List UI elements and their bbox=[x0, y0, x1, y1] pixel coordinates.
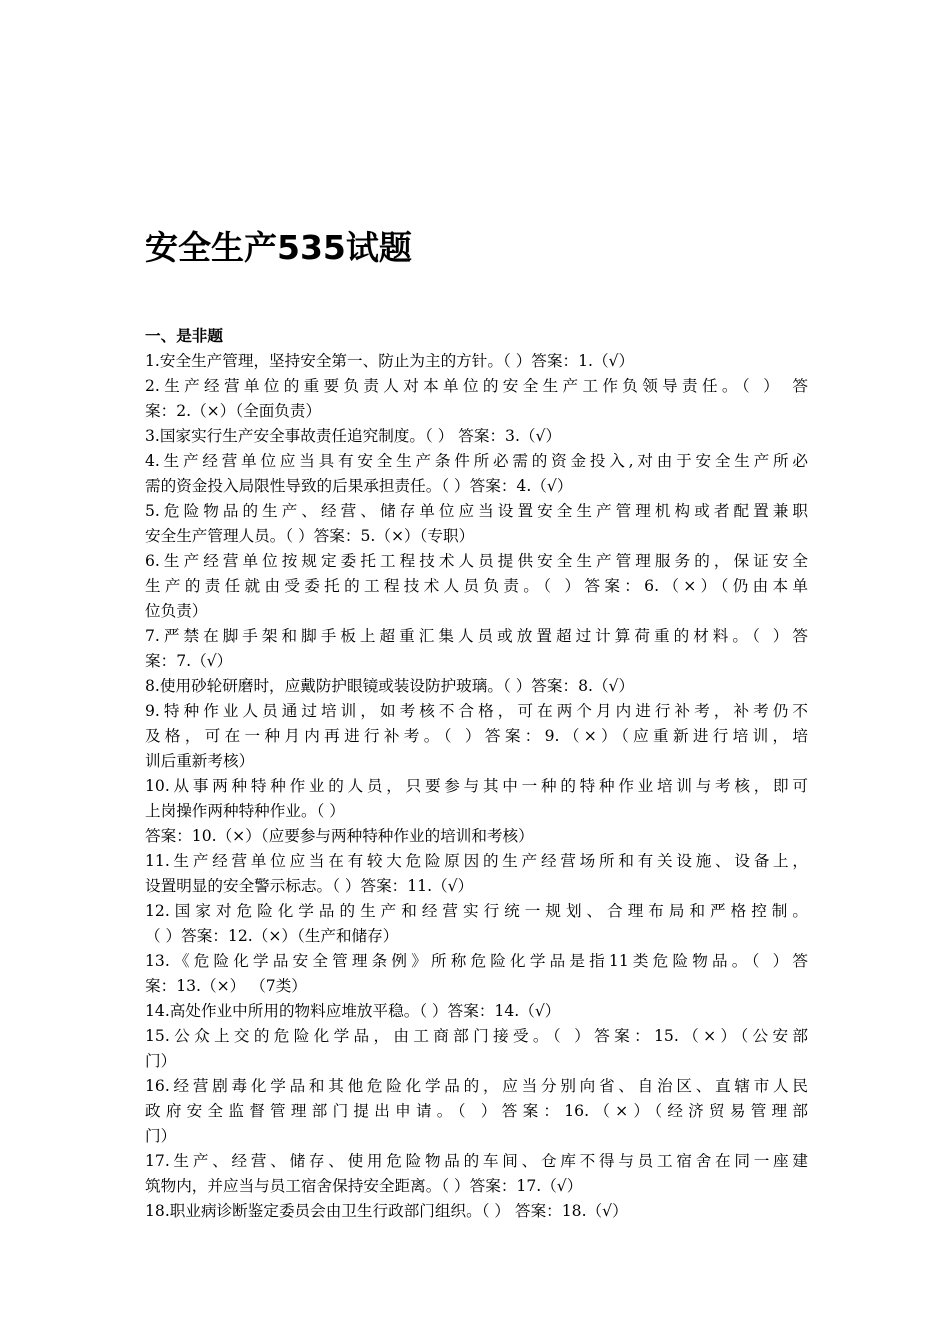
text-line: 门） bbox=[145, 1052, 177, 1070]
text-line: 12.国家对危险化学品的生产和经营实行统一规划、合理布局和严格控制。 bbox=[145, 902, 808, 920]
text-line: 及格，可在一种月内再进行补考。（ ）答案：9.（×）（应重新进行培训，培 bbox=[145, 727, 808, 745]
text-line: 案：7.（√） bbox=[145, 652, 233, 670]
document-title: 安全生产535试题 bbox=[145, 228, 412, 267]
text-line: 训后重新考核） bbox=[145, 752, 255, 770]
text-line: 2.生产经营单位的重要负责人对本单位的安全生产工作负领导责任。（ ） 答 bbox=[145, 377, 808, 395]
text-line: 案：13.（×） （7类） bbox=[145, 977, 307, 995]
text-line: 上岗操作两种特种作业。（ ） bbox=[145, 802, 345, 820]
text-line: 政府安全监督管理部门提出申请。（ ）答案：16.（×）（经济贸易管理部 bbox=[145, 1102, 808, 1120]
text-line: 门） bbox=[145, 1127, 177, 1145]
text-line: 18.职业病诊断鉴定委员会由卫生行政部门组织。（ ） 答案：18.（√） bbox=[145, 1202, 628, 1220]
text-line: 案：2.（×）（全面负责） bbox=[145, 402, 322, 420]
text-line: 17.生产、经营、储存、使用危险物品的车间、仓库不得与员工宿舍在同一座建 bbox=[145, 1152, 808, 1170]
text-line: 16.经营剧毒化学品和其他危险化学品的，应当分别向省、自治区、直辖市人民 bbox=[145, 1077, 808, 1095]
text-line: 14.高处作业中所用的物料应堆放平稳。（ ）答案：14.（√） bbox=[145, 1002, 561, 1020]
text-line: 生产的责任就由受委托的工程技术人员负责。（ ）答案：6.（×）（仍由本单 bbox=[145, 577, 808, 595]
text-line: 11.生产经营单位应当在有较大危险原因的生产经营场所和有关设施、设备上， bbox=[145, 852, 808, 870]
question-lines bbox=[145, 349, 808, 1224]
text-line: 13.《危险化学品安全管理条例》所称危险化学品是指11类危险物品。（ ）答 bbox=[145, 952, 808, 970]
text-line: 设置明显的安全警示标志。（ ）答案：11.（√） bbox=[145, 877, 474, 895]
text-line: （ ）答案：12.（×）（生产和储存） bbox=[145, 927, 399, 945]
text-line: 答案：10.（×）（应要参与两种特种作业的培训和考核） bbox=[145, 827, 534, 845]
text-line: 8.使用砂轮研磨时，应戴防护眼镜或装设防护玻璃。（ ）答案：8.（√） bbox=[145, 677, 635, 695]
question-list bbox=[145, 324, 808, 1224]
text-line: 4.生产经营单位应当具有安全生产条件所必需的资金投入,对由于安全生产所必 bbox=[145, 452, 808, 470]
text-line: 10.从事两种特种作业的人员，只要参与其中一种的特种作业培训与考核，即可 bbox=[145, 777, 808, 795]
text-line: 9.特种作业人员通过培训，如考核不合格，可在两个月内进行补考，补考仍不 bbox=[145, 702, 808, 720]
text-line: 需的资金投入局限性导致的后果承担责任。（ ）答案：4.（√） bbox=[145, 477, 573, 495]
text-line: 3.国家实行生产安全事故责任追究制度。（ ） 答案：3.（√） bbox=[145, 427, 562, 445]
text-line: 位负责） bbox=[145, 602, 208, 620]
text-line: 筑物内，并应当与员工宿舍保持安全距离。（ ）答案：17.（√） bbox=[145, 1177, 583, 1195]
text-line: 15.公众上交的危险化学品，由工商部门接受。（ ）答案：15.（×）（公安部 bbox=[145, 1027, 808, 1045]
section-heading: 一、是非题 bbox=[145, 327, 223, 345]
text-line: 6.生产经营单位按规定委托工程技术人员提供安全生产管理服务的，保证安全 bbox=[145, 552, 808, 570]
text-line: 7.严禁在脚手架和脚手板上超重汇集人员或放置超过计算荷重的材料。（ ）答 bbox=[145, 627, 808, 645]
text-line: 5.危险物品的生产、经营、储存单位应当设置安全生产管理机构或者配置兼职 bbox=[145, 502, 808, 520]
text-line: 安全生产管理人员。（ ）答案：5.（×）（专职） bbox=[145, 527, 475, 545]
text-line: 1.安全生产管理，坚持安全第一、防止为主的方针。（ ）答案：1.（√） bbox=[145, 352, 635, 370]
